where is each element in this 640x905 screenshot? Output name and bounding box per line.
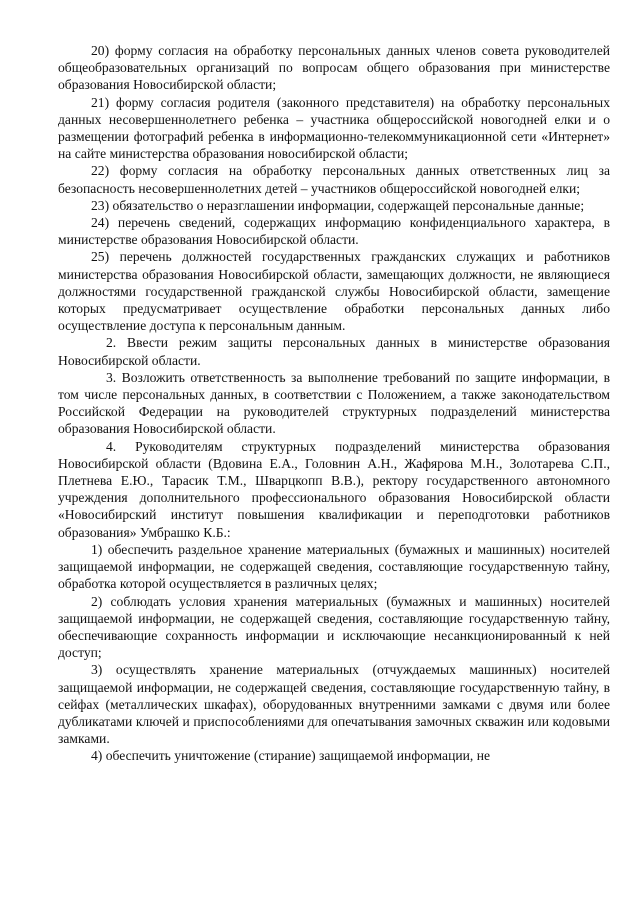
paragraph-section-4: 4. Руководителям структурных подразделений министерства образования Новосибирской области (Вдовина Е.А., Головнин А.Н., Жафярова М.Н., Золотарева С.П., Плетнева Е.Ю., Тарасик Т.М., Шварцкопп В.В.), ректору государственного автономного учреждения дополнительного профессионального образования Новосибирской области «Новосибирский институт повышения квалификации и переподготовки работников образования» Умбрашко К.Б.: — [58, 438, 610, 540]
paragraph-subitem-4: 4) обеспечить уничтожение (стирание) защищаемой информации, не — [91, 748, 490, 764]
paragraph-item-20: 20) форму согласия на обработку персональных данных членов совета руководителей общеобразовательных организаций по вопросам общего образования при министерстве образования Новосибирской области; — [58, 43, 610, 93]
paragraph-item-23: 23) обязательство о неразглашении информации, содержащей персональные данные; — [91, 197, 585, 213]
paragraph-section-3: 3. Возложить ответственность за выполнение требований по защите информации, в том числе персональных данных, в соответствии с Положением, а также законодательством Российской Федерации на руководителей структурных подразделений министерства образования Новосибирской области. — [58, 369, 610, 437]
paragraph-section-2: 2. Ввести режим защиты персональных данных в министерстве образования Новосибирской области. — [58, 335, 610, 368]
document-page — [58, 42, 610, 765]
paragraph-subitem-1: 1) обеспечить раздельное хранение материальных (бумажных и машинных) носителей защищаемой информации, не содержащей сведения, составляющие государственную тайну, обработка которой осуществляется в различных целях; — [58, 541, 610, 592]
paragraph-subitem-3: 3) осуществлять хранение материальных (отчуждаемых машинных) носителей защищаемой информации, не содержащей сведения, составляющие государственную тайну, в сейфах (металлических шкафах), оборудованных внутренними замками с двумя или более дубликатами ключей и приспособлениями для опечатывания замочных скважин или кодовыми замками. — [58, 662, 610, 747]
paragraph-item-22: 22) форму согласия на обработку персональных данных ответственных лиц за безопасность несовершеннолетних детей – участников общероссийской новогодней елки; — [58, 163, 610, 196]
paragraph-item-24: 24) перечень сведений, содержащих информацию конфиденциального характера, в министерстве образования Новосибирской области. — [58, 215, 610, 248]
paragraph-item-21: 21) форму согласия родителя (законного представителя) на обработку персональных данных несовершеннолетнего ребенка – участника общероссийской новогодней елки и о размещении фотографий ребенка в информационно-телекоммуникационной сети «Интернет» на сайте министерства образования новосибирской области; — [58, 94, 610, 162]
paragraph-subitem-2: 2) соблюдать условия хранения материальных (бумажных и машинных) носителей защищаемой информации, не содержащей сведения, составляющие государственную тайну, обеспечивающие сохранность информации и исключающие несанкционированный к ней доступ; — [58, 593, 610, 661]
paragraph-item-25: 25) перечень должностей государственных гражданских служащих и работников министерства образования Новосибирской области, замещающих должности, не являющиеся должностями государственной гражданской службы Новосибирской области, замещение которых предусматривает осуществление обработки персональных данных либо осуществление доступа к персональным данным. — [58, 249, 610, 334]
